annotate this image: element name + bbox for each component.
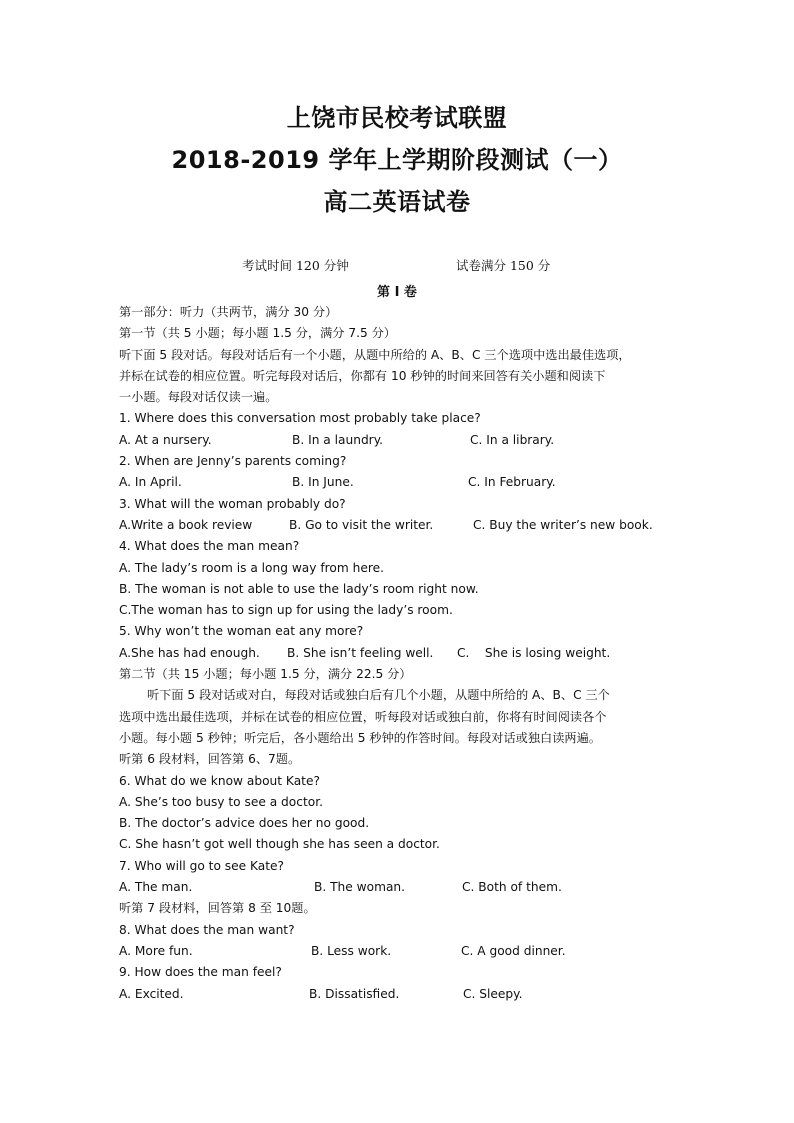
option-row bbox=[119, 472, 679, 493]
exam-time: 考试时间 120 分钟 bbox=[242, 258, 349, 273]
option-c: C. Both of them. bbox=[462, 880, 562, 895]
option-a: A. At a nursery. bbox=[119, 432, 212, 447]
question-stem: 7. Who will go to see Kate? bbox=[119, 858, 284, 873]
option-c: C. She hasn’t got well though she has seen a doctor. bbox=[119, 837, 440, 852]
question-stem: 1. Where does this conversation most probably take place? bbox=[119, 411, 481, 426]
question-stem: 4. What does the man mean? bbox=[119, 539, 300, 554]
option-c: C. A good dinner. bbox=[461, 943, 566, 958]
option-row bbox=[119, 877, 679, 898]
instruction-line: 听下面 5 段对话。每段对话后有一个小题，从题中所给的 A、B、C 三个选项中选出最佳选项， bbox=[119, 347, 631, 362]
instruction-line: 选项中选出最佳选项，并标在试卷的相应位置，听每段对话或独白前，你将有时间阅读各个 bbox=[119, 709, 607, 724]
option-row bbox=[119, 941, 679, 962]
option-row bbox=[119, 984, 679, 1005]
volume-heading: 第 I 卷 bbox=[377, 285, 417, 300]
full-score: 试卷满分 150 分 bbox=[456, 258, 551, 273]
option-a: A. Excited. bbox=[119, 986, 184, 1001]
question-stem: 8. What does the man want? bbox=[119, 922, 295, 937]
question-stem: 3. What will the woman probably do? bbox=[119, 496, 346, 511]
option-a: A. In April. bbox=[119, 475, 182, 490]
option-a: A.She has had enough. bbox=[119, 645, 260, 660]
option-c: C. She is losing weight. bbox=[457, 645, 611, 660]
option-b: B. Less work. bbox=[311, 943, 392, 958]
option-a: A. More fun. bbox=[119, 943, 193, 958]
part-heading: 第一部分：听力（共两节，满分 30 分） bbox=[119, 305, 338, 319]
section-heading: 第一节（共 5 小题；每小题 1.5 分，满分 7.5 分） bbox=[119, 326, 396, 341]
option-b: B. The woman. bbox=[314, 880, 406, 895]
option-row bbox=[119, 643, 679, 664]
section-heading: 第二节（共 15 小题；每小题 1.5 分，满分 22.5 分） bbox=[119, 667, 412, 682]
option-row bbox=[119, 430, 679, 451]
option-b: B. Go to visit the writer. bbox=[289, 517, 434, 532]
option-a: A.Write a book review bbox=[119, 517, 253, 532]
material-note: 听第 7 段材料，回答第 8 至 10题。 bbox=[119, 901, 316, 916]
exam-term-title: 2018-2019 学年上学期阶段测试（一） bbox=[171, 146, 623, 174]
option-a: A. The man. bbox=[119, 880, 193, 895]
option-c: C. In February. bbox=[468, 475, 556, 490]
instruction-line: 并标在试卷的相应位置。听完每段对话后，你都有 10 秒钟的时间来回答有关小题和阅读下 bbox=[119, 368, 606, 383]
option-b: B. The doctor’s advice does her no good. bbox=[119, 816, 370, 831]
option-c: C.The woman has to sign up for using the lady’s room. bbox=[119, 603, 453, 618]
instruction-line: 小题。每小题 5 秒钟；听完后，各小题给出 5 秒钟的作答时间。每段对话或独白读两遍。 bbox=[119, 730, 601, 745]
question-stem: 5. Why won’t the woman eat any more? bbox=[119, 624, 364, 639]
option-c: C. Buy the writer’s new book. bbox=[473, 517, 653, 532]
option-b: B. In June. bbox=[292, 475, 354, 490]
option-b: B. She isn’t feeling well. bbox=[287, 645, 434, 660]
exam-union-title: 上饶市民校考试联盟 bbox=[286, 104, 508, 132]
option-row bbox=[119, 515, 679, 536]
question-stem: 6. What do we know about Kate? bbox=[119, 773, 320, 788]
option-a: A. The lady’s room is a long way from here. bbox=[119, 560, 384, 575]
option-b: B. In a laundry. bbox=[292, 432, 384, 447]
material-note: 听第 6 段材料，回答第 6、7题。 bbox=[119, 752, 301, 767]
option-c: C. In a library. bbox=[470, 432, 555, 447]
question-stem: 9. How does the man feel? bbox=[119, 965, 282, 980]
option-a: A. She’s too busy to see a doctor. bbox=[119, 794, 323, 809]
question-stem: 2. When are Jenny’s parents coming? bbox=[119, 454, 347, 469]
option-b: B. The woman is not able to use the lady’s room right now. bbox=[119, 581, 479, 596]
exam-content bbox=[119, 302, 679, 1005]
option-b: B. Dissatisfied. bbox=[309, 986, 400, 1001]
option-c: C. Sleepy. bbox=[463, 986, 523, 1001]
exam-subject-title: 高二英语试卷 bbox=[323, 188, 471, 216]
instruction-line: 听下面 5 段对话或对白，每段对话或独白后有几个小题，从题中所给的 A、B、C 三个 bbox=[147, 688, 610, 703]
instruction-line: 一小题。每段对话仅读一遍。 bbox=[119, 390, 278, 405]
